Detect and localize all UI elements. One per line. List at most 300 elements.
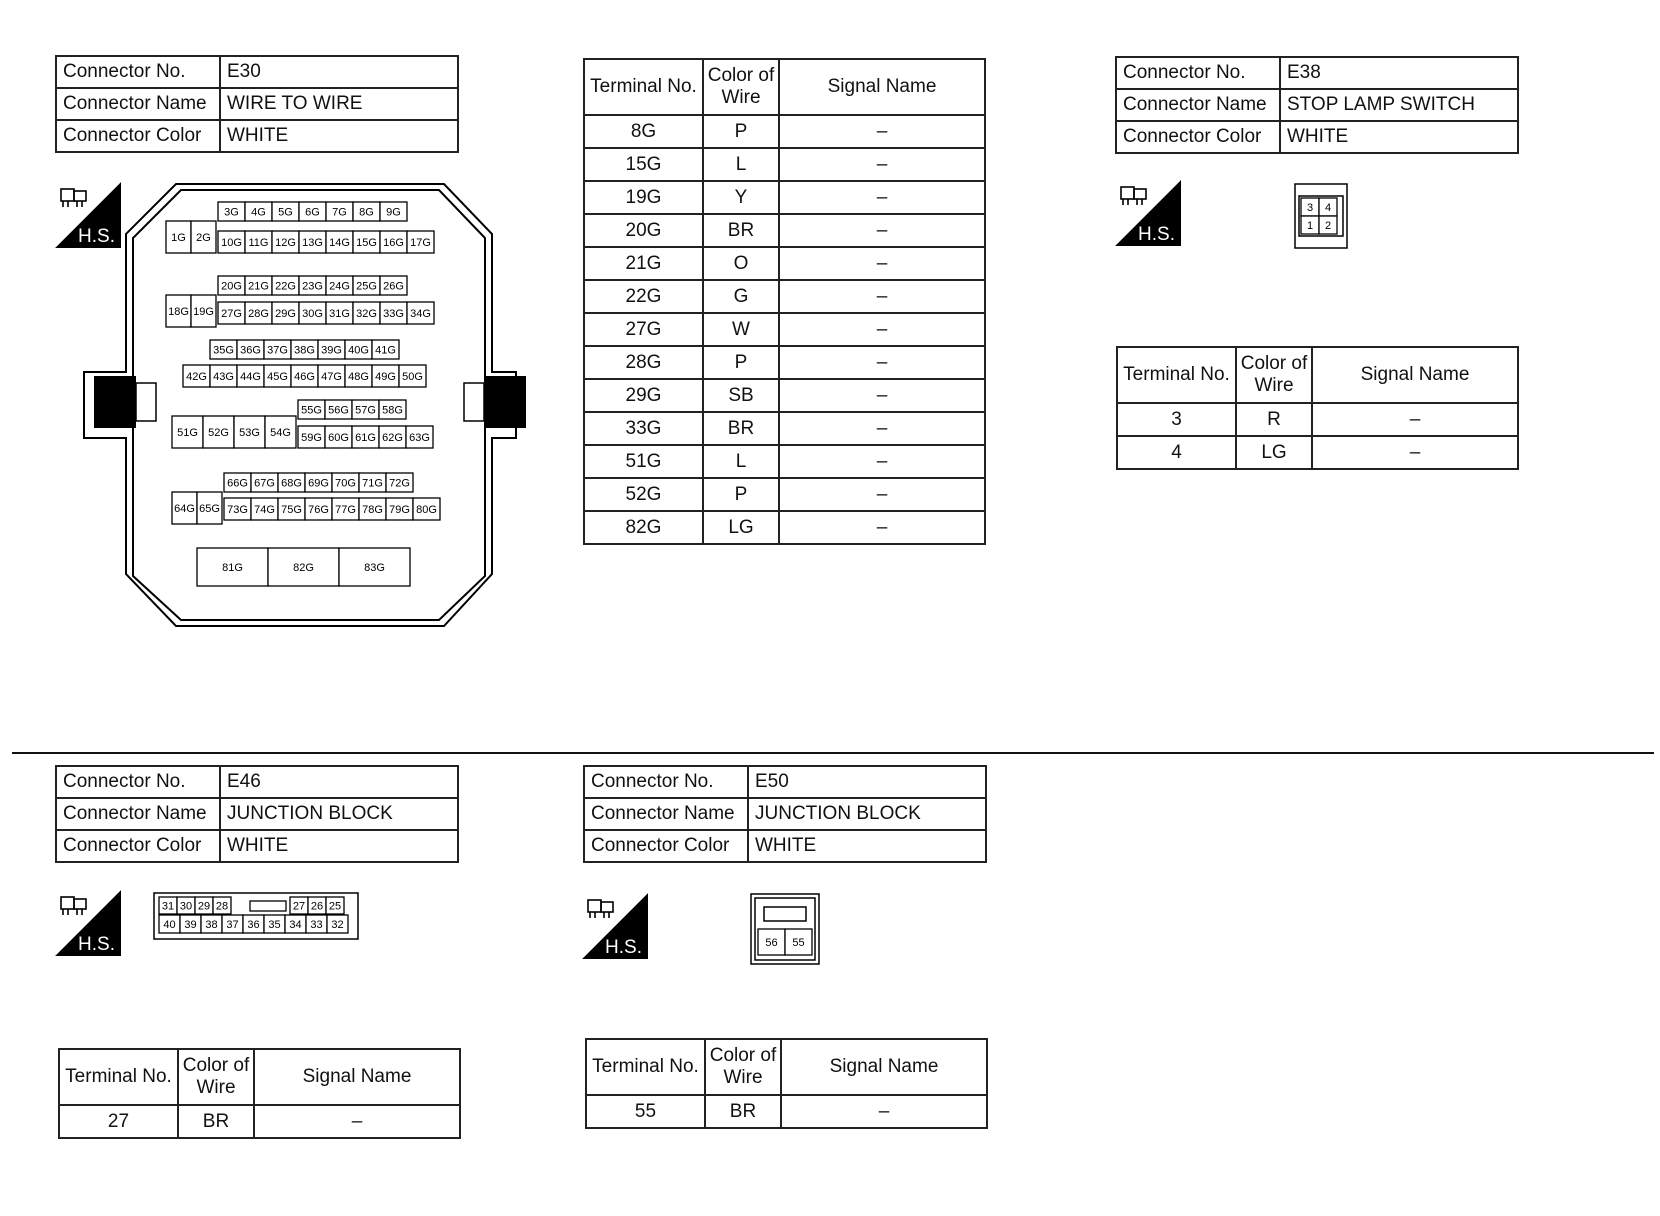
label-connector-color: Connector Color (56, 120, 220, 152)
hs-label: H.S. (78, 226, 115, 247)
svg-text:40: 40 (163, 918, 176, 931)
svg-text:24G: 24G (329, 280, 350, 293)
terminal-pin-66G (224, 473, 251, 492)
terminal-pin-23G (299, 276, 326, 295)
terminal-pin-69G (305, 473, 332, 492)
signal-name: – (779, 313, 985, 346)
terminal-no: 27 (59, 1105, 178, 1138)
terminal-pin-4 (1319, 198, 1337, 216)
terminal-pin-32 (327, 915, 348, 933)
svg-text:49G: 49G (375, 370, 396, 383)
terminal-pin-80G (413, 498, 440, 520)
terminal-pin-8G (353, 202, 380, 221)
wire-color: P (703, 115, 779, 148)
svg-text:29: 29 (197, 900, 211, 913)
svg-text:21G: 21G (248, 280, 269, 293)
terminal-pin-13G (299, 231, 326, 253)
svg-text:70G: 70G (335, 477, 356, 490)
svg-text:25: 25 (328, 900, 342, 913)
terminal-pin-26 (308, 897, 326, 914)
svg-text:16G: 16G (383, 236, 404, 249)
signal-name: – (1312, 436, 1518, 469)
signal-name: – (779, 478, 985, 511)
svg-text:35G: 35G (213, 344, 234, 357)
wire-color: L (703, 445, 779, 478)
terminal-pin-1 (1301, 216, 1319, 234)
terminal-pin-6G (299, 202, 326, 221)
svg-text:79G: 79G (389, 503, 410, 516)
terminal-row (584, 214, 985, 247)
terminal-pin-24G (326, 276, 353, 295)
terminal-pin-28 (213, 897, 231, 914)
th-signal-name: Signal Name (254, 1049, 460, 1105)
terminal-pin-40G (345, 340, 372, 359)
th-color-of-wire: Color of Wire (178, 1049, 254, 1105)
terminal-pin-64G (172, 492, 197, 524)
terminal-pin-75G (278, 498, 305, 520)
terminal-pin-2 (1319, 216, 1337, 234)
terminal-pin-31 (159, 897, 177, 914)
svg-text:22G: 22G (275, 280, 296, 293)
terminal-pin-45G (264, 365, 291, 387)
signal-name: – (779, 148, 985, 181)
svg-text:28: 28 (215, 900, 229, 913)
svg-text:31: 31 (161, 900, 175, 913)
svg-text:29G: 29G (275, 307, 296, 320)
th-terminal-no: Terminal No. (59, 1049, 178, 1105)
terminal-pin-34 (285, 915, 306, 933)
terminal-pin-61G (352, 426, 379, 448)
e46-connector-no: E46 (220, 766, 458, 798)
terminal-pin-21G (245, 276, 272, 295)
terminal-pin-31G (326, 302, 353, 324)
svg-text:75G: 75G (281, 503, 302, 516)
svg-text:8G: 8G (359, 206, 374, 219)
svg-text:68G: 68G (281, 477, 302, 490)
svg-text:83G: 83G (364, 561, 385, 574)
svg-text:1: 1 (1306, 219, 1314, 232)
signal-name: – (779, 445, 985, 478)
th-signal-name: Signal Name (779, 59, 985, 115)
terminal-pin-46G (291, 365, 318, 387)
hs-label: H.S. (1138, 224, 1175, 245)
e38-terminal-table (1116, 346, 1519, 470)
e50-terminal-table (585, 1038, 988, 1129)
label-connector-color: Connector Color (1116, 121, 1280, 153)
terminal-pin-34G (407, 302, 434, 324)
signal-name: – (779, 511, 985, 544)
svg-text:69G: 69G (308, 477, 329, 490)
terminal-no: 51G (584, 445, 703, 478)
wire-color: SB (703, 379, 779, 412)
e50-connector-no: E50 (748, 766, 986, 798)
terminal-no: 33G (584, 412, 703, 445)
signal-name: – (779, 346, 985, 379)
svg-text:33G: 33G (383, 307, 404, 320)
terminal-pin-81G (197, 548, 268, 586)
e38-connector-no: E38 (1280, 57, 1518, 89)
svg-text:56G: 56G (328, 404, 349, 417)
svg-text:72G: 72G (389, 477, 410, 490)
svg-text:53G: 53G (239, 426, 260, 439)
terminal-pin-76G (305, 498, 332, 520)
svg-text:39G: 39G (321, 344, 342, 357)
svg-text:64G: 64G (174, 502, 195, 515)
th-terminal-no: Terminal No. (584, 59, 703, 115)
svg-text:4G: 4G (251, 206, 266, 219)
svg-text:55: 55 (792, 936, 805, 949)
svg-text:51G: 51G (177, 426, 198, 439)
e38-connector-color: WHITE (1280, 121, 1518, 153)
label-connector-no: Connector No. (56, 56, 220, 88)
terminal-pin-41G (372, 340, 399, 359)
signal-name: – (781, 1095, 987, 1128)
terminal-pin-83G (339, 548, 410, 586)
terminal-pin-17G (407, 231, 434, 253)
svg-text:36: 36 (247, 918, 260, 931)
signal-name: – (779, 115, 985, 148)
terminal-pin-36 (243, 915, 264, 933)
terminal-pin-32G (353, 302, 380, 324)
terminal-row (584, 313, 985, 346)
terminal-no: 29G (584, 379, 703, 412)
terminal-pin-51G (172, 416, 203, 448)
svg-text:3G: 3G (224, 206, 239, 219)
terminal-pin-25G (353, 276, 380, 295)
harness-side-icon (1115, 180, 1181, 246)
terminal-row (584, 115, 985, 148)
terminal-pin-1G (166, 221, 191, 253)
terminal-pin-18G (166, 295, 191, 327)
label-connector-no: Connector No. (1116, 57, 1280, 89)
svg-text:17G: 17G (410, 236, 431, 249)
terminal-pin-30G (299, 302, 326, 324)
terminal-pin-38 (201, 915, 222, 933)
terminal-pin-49G (372, 365, 399, 387)
terminal-no: 82G (584, 511, 703, 544)
svg-text:74G: 74G (254, 503, 275, 516)
svg-text:26: 26 (310, 900, 324, 913)
terminal-pin-63G (406, 426, 433, 448)
e38-connector-name: STOP LAMP SWITCH (1280, 89, 1518, 121)
svg-text:54G: 54G (270, 426, 291, 439)
terminal-no: 8G (584, 115, 703, 148)
terminal-pin-40 (159, 915, 180, 933)
svg-text:50G: 50G (402, 370, 423, 383)
svg-text:5G: 5G (278, 206, 293, 219)
terminal-no: 55 (586, 1095, 705, 1128)
th-terminal-no: Terminal No. (1117, 347, 1236, 403)
wire-color: O (703, 247, 779, 280)
e46-terminal-table (58, 1048, 461, 1139)
terminal-pin-35G (210, 340, 237, 359)
svg-text:39: 39 (184, 918, 197, 931)
key-slot (250, 901, 286, 911)
terminal-pin-11G (245, 231, 272, 253)
terminal-pin-30 (177, 897, 195, 914)
svg-text:38: 38 (205, 918, 218, 931)
svg-text:52G: 52G (208, 426, 229, 439)
harness-side-icon (582, 893, 648, 959)
terminal-row (584, 379, 985, 412)
terminal-pin-55G (298, 400, 325, 419)
terminal-row (584, 346, 985, 379)
wire-color: P (703, 346, 779, 379)
e50-connector-name: JUNCTION BLOCK (748, 798, 986, 830)
e50-connector-color: WHITE (748, 830, 986, 862)
svg-text:11G: 11G (248, 236, 269, 249)
svg-text:35: 35 (268, 918, 281, 931)
terminal-pin-36G (237, 340, 264, 359)
terminal-pin-38G (291, 340, 318, 359)
terminal-pin-39G (318, 340, 345, 359)
svg-text:65G: 65G (199, 502, 220, 515)
terminal-pin-4G (245, 202, 272, 221)
terminal-no: 28G (584, 346, 703, 379)
wire-color: L (703, 148, 779, 181)
terminal-row (584, 148, 985, 181)
terminal-row (584, 445, 985, 478)
th-color-of-wire: Color of Wire (705, 1039, 781, 1095)
terminal-pin-14G (326, 231, 353, 253)
terminal-pin-73G (224, 498, 251, 520)
th-signal-name: Signal Name (1312, 347, 1518, 403)
terminal-pin-15G (353, 231, 380, 253)
svg-text:7G: 7G (332, 206, 347, 219)
terminal-row (584, 280, 985, 313)
terminal-pin-27 (290, 897, 308, 914)
terminal-no: 22G (584, 280, 703, 313)
hs-label: H.S. (605, 937, 642, 958)
svg-text:82G: 82G (293, 561, 314, 574)
wire-color: W (703, 313, 779, 346)
e38-connector-info (1115, 56, 1519, 154)
svg-text:40G: 40G (348, 344, 369, 357)
svg-text:60G: 60G (328, 431, 349, 444)
terminal-pin-79G (386, 498, 413, 520)
terminal-pin-53G (234, 416, 265, 448)
terminal-row (586, 1095, 987, 1128)
svg-text:42G: 42G (186, 370, 207, 383)
wire-color: P (703, 478, 779, 511)
terminal-pin-58G (379, 400, 406, 419)
svg-text:32G: 32G (356, 307, 377, 320)
svg-text:45G: 45G (267, 370, 288, 383)
svg-text:27: 27 (292, 900, 306, 913)
svg-text:18G: 18G (168, 305, 189, 318)
svg-text:28G: 28G (248, 307, 269, 320)
signal-name: – (779, 247, 985, 280)
svg-text:80G: 80G (416, 503, 437, 516)
svg-text:37G: 37G (267, 344, 288, 357)
terminal-row (584, 412, 985, 445)
terminal-pin-67G (251, 473, 278, 492)
terminal-pin-60G (325, 426, 352, 448)
svg-text:3: 3 (1306, 201, 1314, 214)
e50-connector-info (583, 765, 987, 863)
terminal-pin-2G (191, 221, 216, 253)
svg-text:81G: 81G (222, 561, 243, 574)
terminal-pin-65G (197, 492, 222, 524)
e30-terminal-table (583, 58, 986, 545)
svg-text:56: 56 (765, 936, 778, 949)
svg-text:37: 37 (226, 918, 239, 931)
e46-connector-face (153, 892, 359, 940)
terminal-pin-12G (272, 231, 299, 253)
terminal-pin-56G (325, 400, 352, 419)
terminal-pin-19G (191, 295, 216, 327)
wire-color: BR (178, 1105, 254, 1138)
svg-text:4: 4 (1324, 201, 1332, 214)
terminal-pin-22G (272, 276, 299, 295)
terminal-pin-7G (326, 202, 353, 221)
e30-connector-info (55, 55, 459, 153)
label-connector-name: Connector Name (1116, 89, 1280, 121)
label-connector-name: Connector Name (584, 798, 748, 830)
terminal-pin-74G (251, 498, 278, 520)
svg-text:71G: 71G (362, 477, 383, 490)
e46-connector-name: JUNCTION BLOCK (220, 798, 458, 830)
wire-color: R (1236, 403, 1312, 436)
svg-text:14G: 14G (329, 236, 350, 249)
label-connector-name: Connector Name (56, 798, 220, 830)
label-connector-name: Connector Name (56, 88, 220, 120)
terminal-pin-3G (218, 202, 245, 221)
terminal-pin-25 (326, 897, 344, 914)
terminal-pin-59G (298, 426, 325, 448)
svg-text:30G: 30G (302, 307, 323, 320)
terminal-pin-33G (380, 302, 407, 324)
svg-text:31G: 31G (329, 307, 350, 320)
svg-text:33: 33 (310, 918, 323, 931)
terminal-pin-3 (1301, 198, 1319, 216)
svg-text:62G: 62G (382, 431, 403, 444)
svg-text:67G: 67G (254, 477, 275, 490)
terminal-pin-68G (278, 473, 305, 492)
e30-connector-no: E30 (220, 56, 458, 88)
wire-color: BR (703, 412, 779, 445)
svg-text:25G: 25G (356, 280, 377, 293)
terminal-pin-29 (195, 897, 213, 914)
svg-text:66G: 66G (227, 477, 248, 490)
svg-text:19G: 19G (193, 305, 214, 318)
terminal-no: 20G (584, 214, 703, 247)
terminal-pin-72G (386, 473, 413, 492)
svg-text:27G: 27G (221, 307, 242, 320)
terminal-pin-35 (264, 915, 285, 933)
e30-connector-color: WHITE (220, 120, 458, 152)
terminal-no: 4 (1117, 436, 1236, 469)
svg-text:58G: 58G (382, 404, 403, 417)
terminal-pin-54G (265, 416, 296, 448)
terminal-pin-9G (380, 202, 407, 221)
svg-text:36G: 36G (240, 344, 261, 357)
terminal-row (584, 511, 985, 544)
terminal-row (1117, 403, 1518, 436)
wire-color: G (703, 280, 779, 313)
terminal-pin-33 (306, 915, 327, 933)
svg-text:48G: 48G (348, 370, 369, 383)
e46-connector-info (55, 765, 459, 863)
svg-text:12G: 12G (275, 236, 296, 249)
harness-side-icon (55, 890, 121, 956)
terminal-pin-37 (222, 915, 243, 933)
terminal-no: 52G (584, 478, 703, 511)
terminal-pin-27G (218, 302, 245, 324)
terminal-pin-5G (272, 202, 299, 221)
terminal-pin-44G (237, 365, 264, 387)
th-color-of-wire: Color of Wire (1236, 347, 1312, 403)
terminal-pin-42G (183, 365, 210, 387)
terminal-pin-39 (180, 915, 201, 933)
svg-text:30: 30 (179, 900, 193, 913)
svg-text:2: 2 (1324, 219, 1332, 232)
svg-text:77G: 77G (335, 503, 356, 516)
terminal-pin-56 (758, 929, 785, 955)
th-terminal-no: Terminal No. (586, 1039, 705, 1095)
svg-text:2G: 2G (196, 231, 211, 244)
svg-text:43G: 43G (213, 370, 234, 383)
section-divider (12, 752, 1654, 754)
terminal-no: 21G (584, 247, 703, 280)
terminal-pin-20G (218, 276, 245, 295)
terminal-no: 15G (584, 148, 703, 181)
terminal-no: 19G (584, 181, 703, 214)
wire-color: LG (703, 511, 779, 544)
terminal-pin-16G (380, 231, 407, 253)
signal-name: – (779, 214, 985, 247)
terminal-no: 27G (584, 313, 703, 346)
terminal-no: 3 (1117, 403, 1236, 436)
svg-text:26G: 26G (383, 280, 404, 293)
terminal-row (59, 1105, 460, 1138)
svg-text:61G: 61G (355, 431, 376, 444)
svg-text:44G: 44G (240, 370, 261, 383)
terminal-pin-77G (332, 498, 359, 520)
terminal-pin-78G (359, 498, 386, 520)
svg-text:46G: 46G (294, 370, 315, 383)
terminal-row (584, 181, 985, 214)
svg-text:73G: 73G (227, 503, 248, 516)
terminal-pin-10G (218, 231, 245, 253)
svg-text:13G: 13G (302, 236, 323, 249)
terminal-row (1117, 436, 1518, 469)
terminal-pin-29G (272, 302, 299, 324)
label-connector-color: Connector Color (584, 830, 748, 862)
svg-text:57G: 57G (355, 404, 376, 417)
e30-connector-face (80, 180, 540, 630)
terminal-pin-43G (210, 365, 237, 387)
svg-text:63G: 63G (409, 431, 430, 444)
signal-name: – (254, 1105, 460, 1138)
svg-text:32: 32 (331, 918, 344, 931)
svg-text:41G: 41G (375, 344, 396, 357)
terminal-pin-26G (380, 276, 407, 295)
e30-connector-name: WIRE TO WIRE (220, 88, 458, 120)
terminal-pin-47G (318, 365, 345, 387)
terminal-pin-37G (264, 340, 291, 359)
signal-name: – (779, 280, 985, 313)
th-color-of-wire: Color of Wire (703, 59, 779, 115)
svg-text:23G: 23G (302, 280, 323, 293)
label-connector-no: Connector No. (56, 766, 220, 798)
svg-text:59G: 59G (301, 431, 322, 444)
svg-text:9G: 9G (386, 206, 401, 219)
wire-color: Y (703, 181, 779, 214)
svg-text:15G: 15G (356, 236, 377, 249)
svg-text:55G: 55G (301, 404, 322, 417)
terminal-pin-82G (268, 548, 339, 586)
